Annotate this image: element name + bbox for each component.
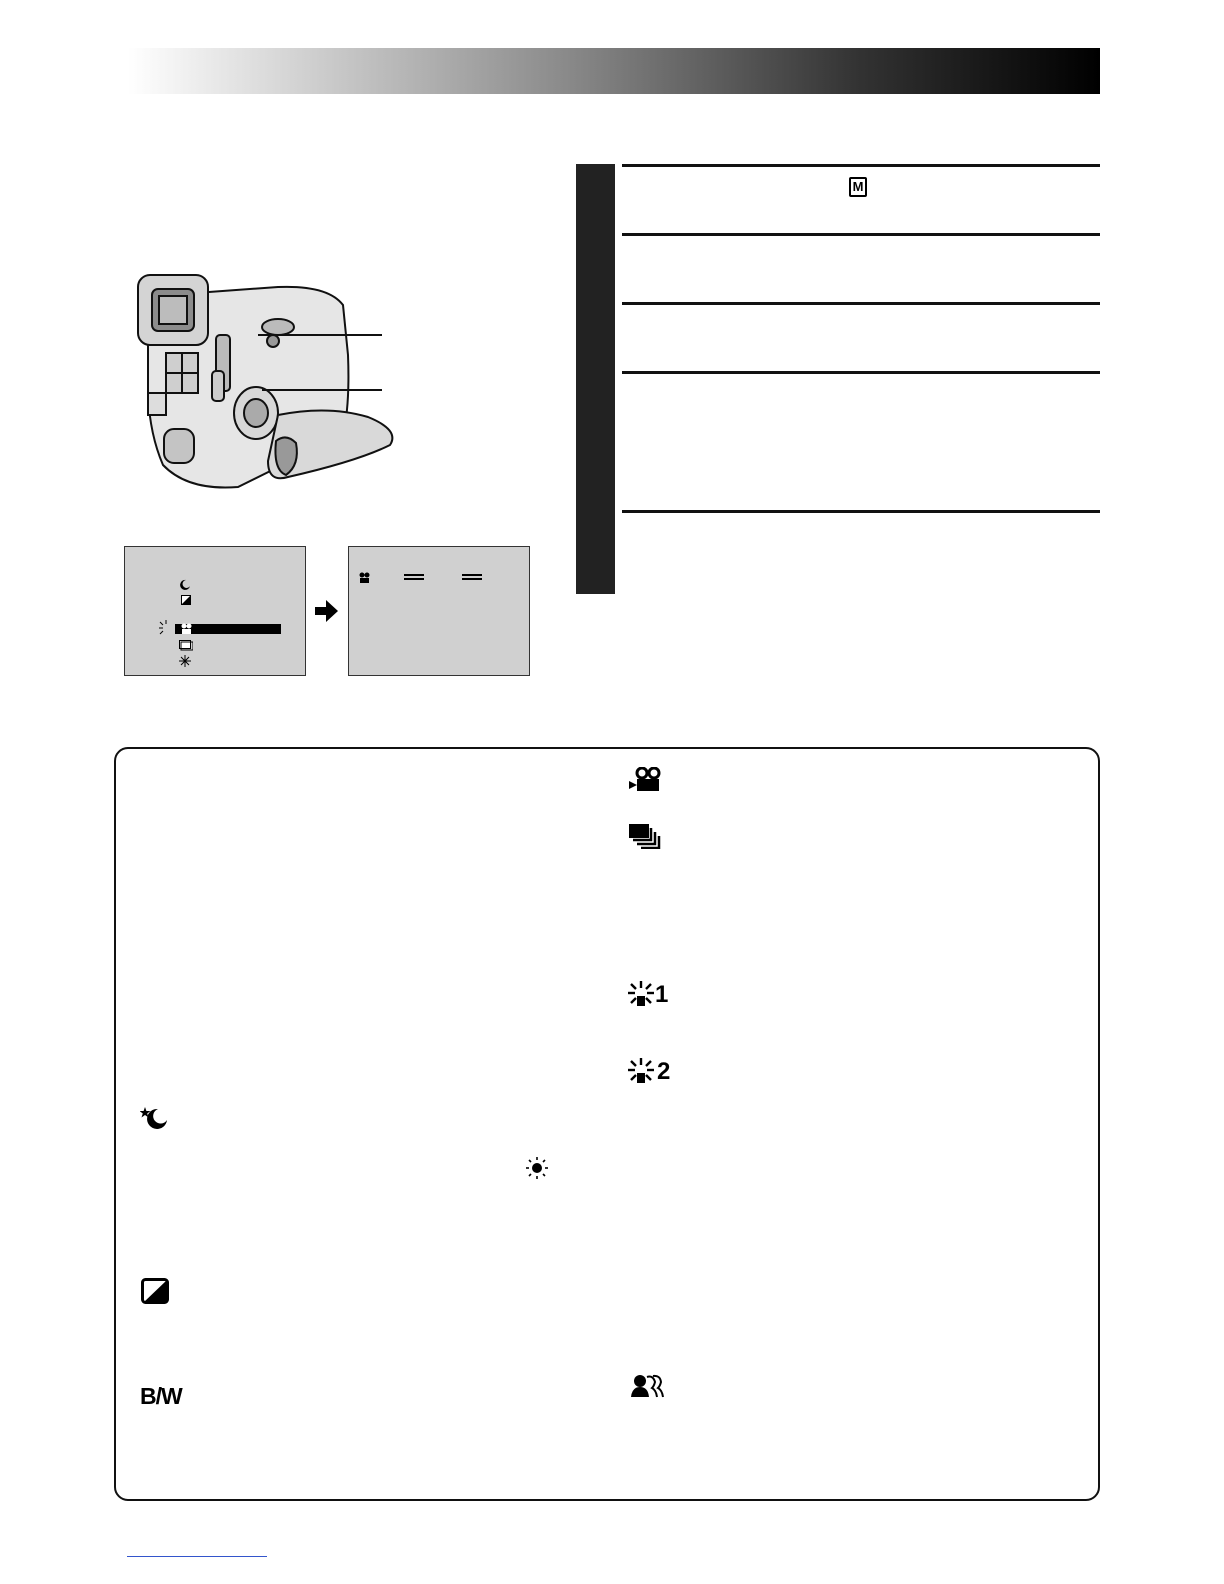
leader-line-upper bbox=[258, 334, 382, 336]
sun-icon bbox=[526, 1157, 548, 1179]
footer-link-underline[interactable] bbox=[127, 1556, 267, 1557]
classic-film-icon bbox=[357, 572, 371, 584]
selection-mark-1 bbox=[404, 574, 424, 576]
strobe-icon bbox=[179, 640, 193, 651]
step-divider-5 bbox=[622, 510, 1100, 513]
step-divider-2 bbox=[622, 233, 1100, 236]
sports-1-label: 1 bbox=[655, 981, 669, 1008]
sepia-icon bbox=[141, 1278, 169, 1304]
classic-film-icon bbox=[179, 623, 193, 635]
classic-film-icon bbox=[628, 767, 662, 793]
ghost-icon bbox=[630, 1374, 664, 1398]
step-tab bbox=[576, 164, 615, 594]
arrow-right-icon bbox=[313, 598, 339, 624]
selection-mark-2 bbox=[462, 574, 482, 576]
header-gradient-bar bbox=[128, 48, 1100, 94]
sepia-icon bbox=[181, 595, 191, 605]
menu-screen-right bbox=[348, 546, 530, 676]
leader-line-lower bbox=[262, 389, 382, 391]
sports-1-icon bbox=[628, 981, 654, 1007]
bw-label: B/W bbox=[140, 1383, 182, 1409]
twilight-icon bbox=[179, 579, 191, 591]
sports-2-label: 2 bbox=[657, 1058, 671, 1085]
step-divider-1 bbox=[622, 164, 1100, 167]
sports-icon bbox=[179, 655, 191, 667]
manual-mode-icon: M bbox=[849, 177, 867, 197]
sports-2-icon bbox=[628, 1058, 654, 1084]
menu-screen-left bbox=[124, 546, 306, 676]
cursor-sparkle-icon bbox=[157, 619, 175, 637]
strobe-icon bbox=[628, 823, 662, 849]
camcorder-illustration bbox=[128, 265, 398, 495]
step-divider-4 bbox=[622, 371, 1100, 374]
twilight-icon bbox=[140, 1106, 168, 1132]
notes-box bbox=[114, 747, 1100, 1501]
step-divider-3 bbox=[622, 302, 1100, 305]
